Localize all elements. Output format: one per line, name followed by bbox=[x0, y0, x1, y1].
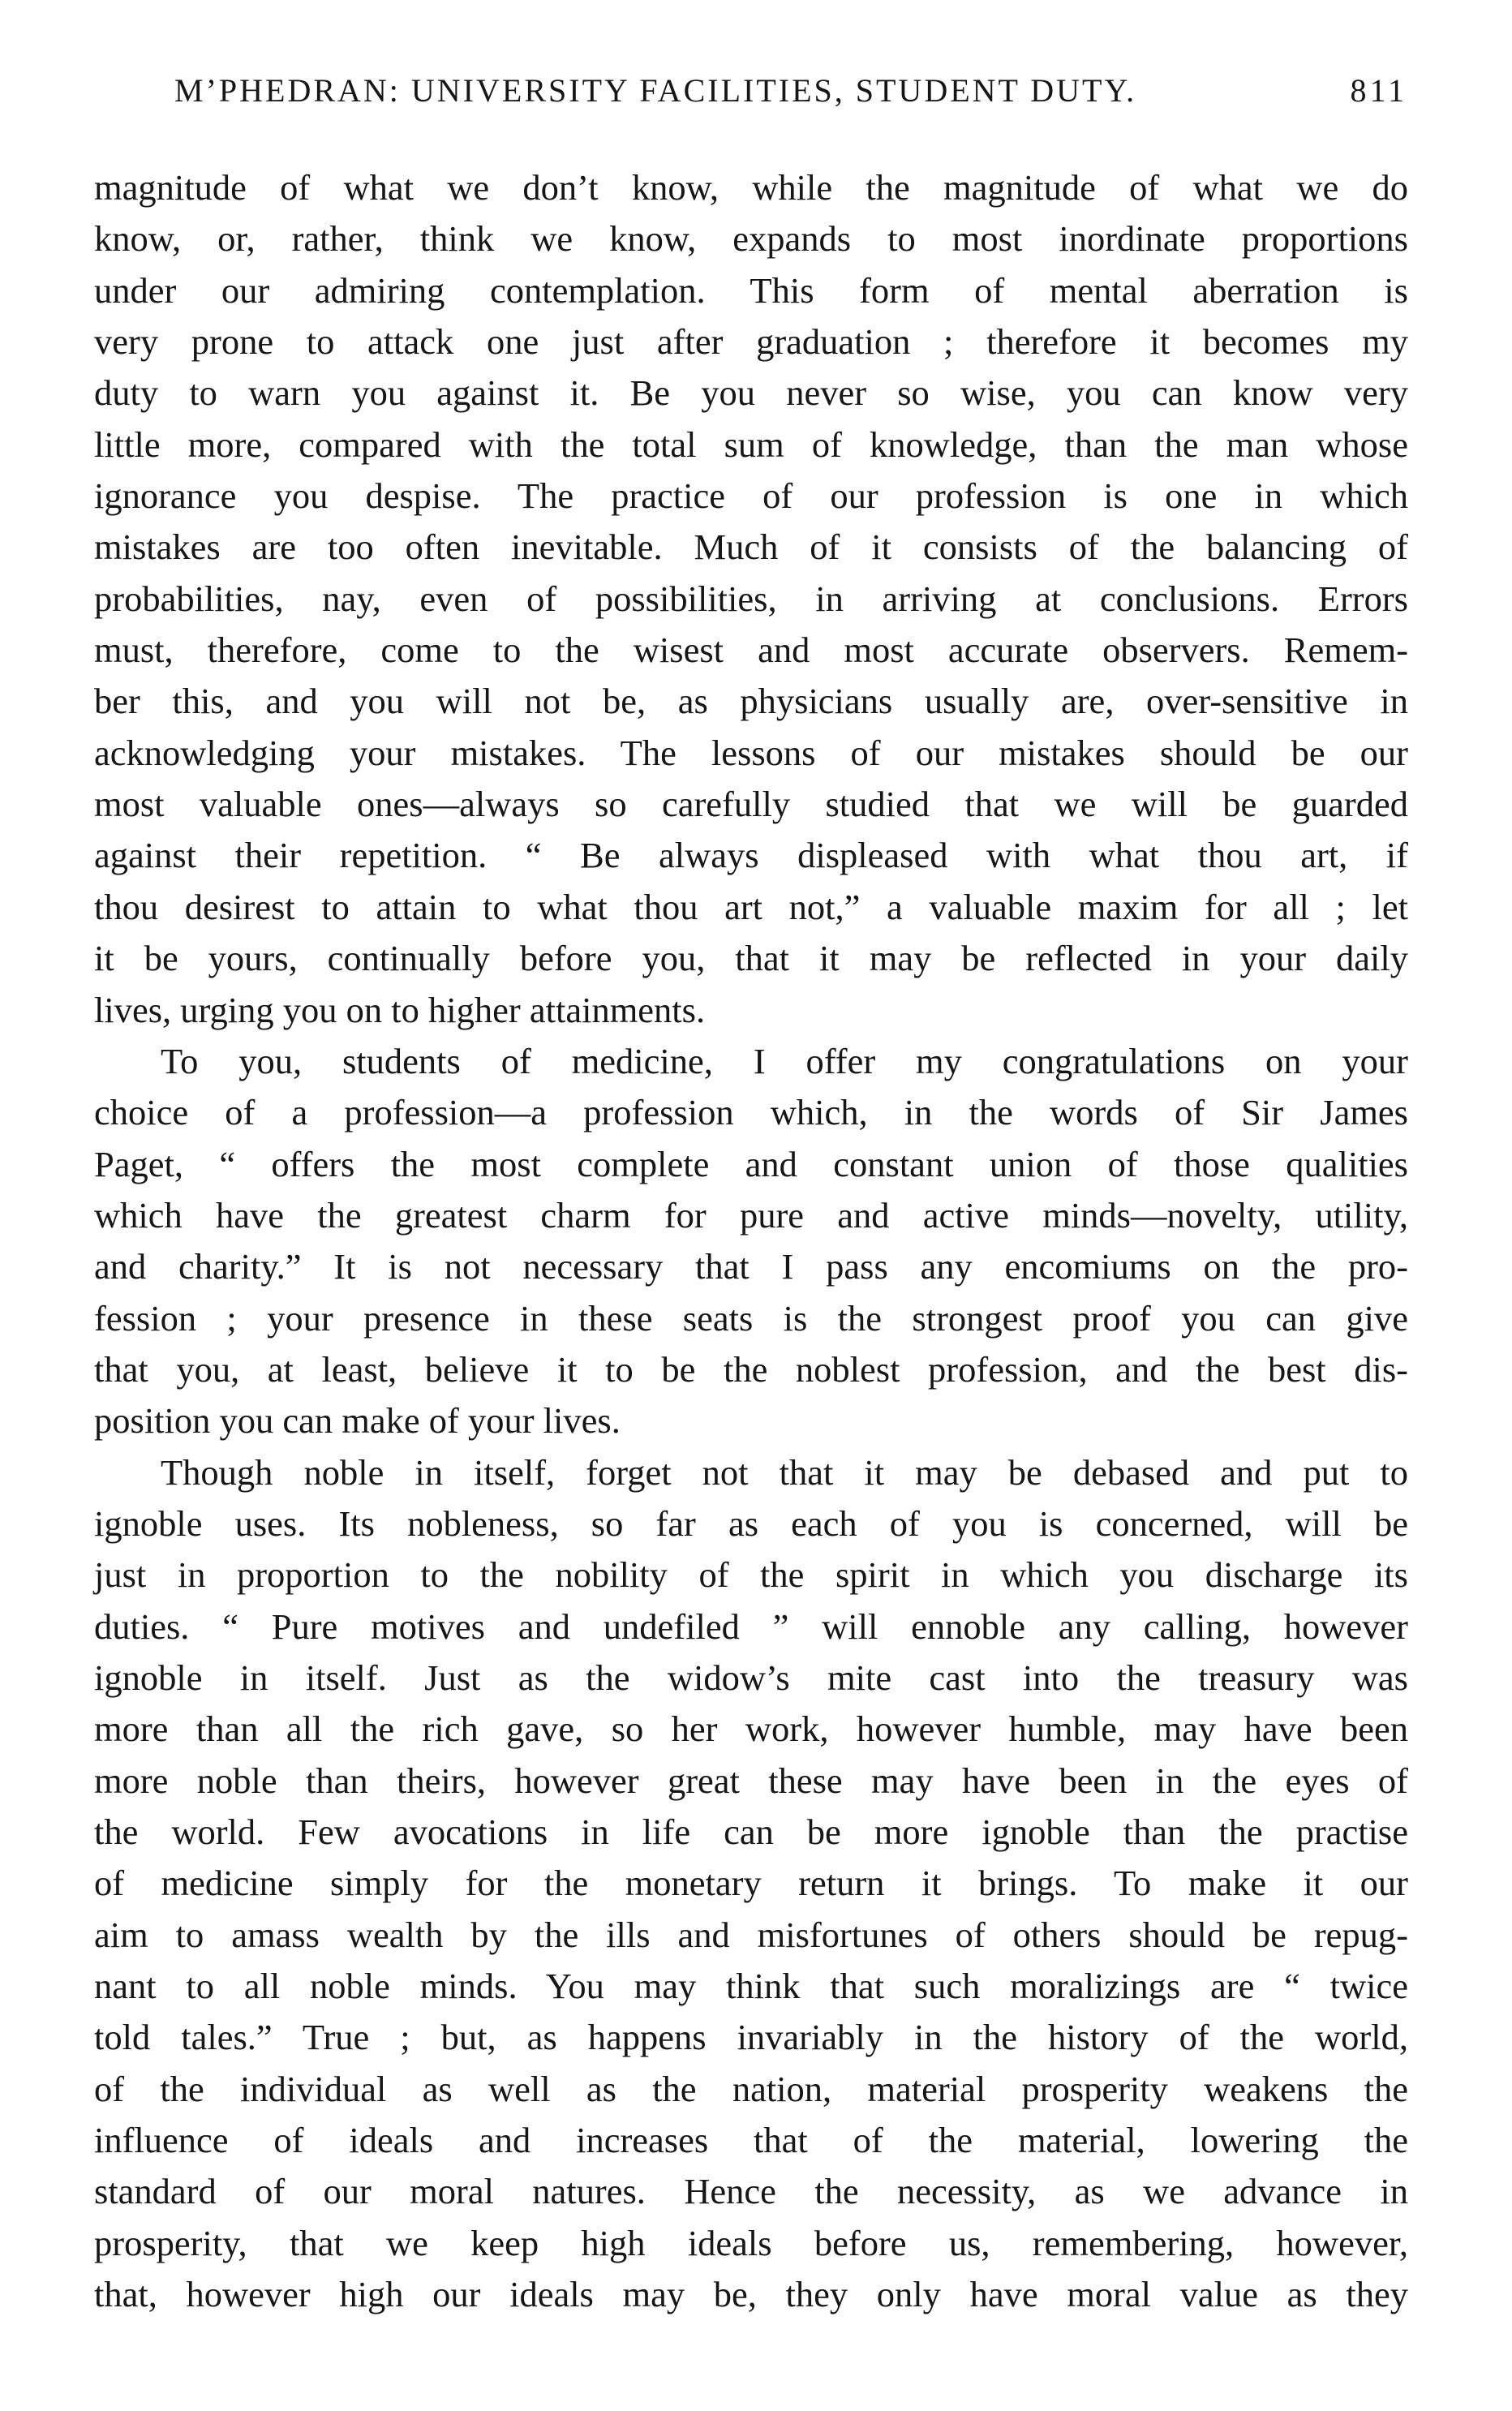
text-line: Though noble in itself, forget not that it may be debased and put to bbox=[161, 1451, 1408, 1493]
text-line: ignoble in itself. Just as the widow’s mite cast into the treasury was bbox=[94, 1657, 1408, 1698]
text-line: position you can make of your lives. bbox=[94, 1400, 621, 1442]
text-line: which have the greatest charm for pure and active minds—novelty, utility, bbox=[94, 1194, 1408, 1236]
paragraph-3 bbox=[94, 1447, 1408, 2321]
text-line: and charity.” It is not necessary that I pass any encomiums on the pro- bbox=[94, 1246, 1408, 1287]
text-line: know, or, rather, think we know, expands to most inordinate proportions bbox=[94, 218, 1408, 260]
text-line: probabilities, nay, even of possibilities, in arriving at conclusions. Errors bbox=[94, 578, 1408, 619]
text-line: ignoble uses. Its nobleness, so far as each of you is concerned, will be bbox=[94, 1502, 1408, 1544]
text-line: most valuable ones—always so carefully studied that we will be guarded bbox=[94, 784, 1408, 825]
text-line: of medicine simply for the monetary return it brings. To make it our bbox=[94, 1863, 1408, 1904]
text-line: acknowledging your mistakes. The lessons of our mistakes should be our bbox=[94, 732, 1408, 773]
text-line: fession ; your presence in these seats is the strongest proof you can give bbox=[94, 1297, 1408, 1339]
text-line: that, however high our ideals may be, they only have moral value as they bbox=[94, 2274, 1408, 2315]
body-text bbox=[94, 162, 1408, 2320]
text-line: it be yours, continually before you, that it may be reflected in your daily bbox=[94, 938, 1408, 979]
text-line: little more, compared with the total sum of knowledge, than the man whose bbox=[94, 423, 1408, 465]
text-line: ignorance you despise. The practice of our profession is one in which bbox=[94, 475, 1408, 517]
text-line: thou desirest to attain to what thou art not,” a valuable maxim for all ; let bbox=[94, 886, 1408, 927]
text-line: standard of our moral natures. Hence the necessity, as we advance in bbox=[94, 2171, 1408, 2212]
text-line: choice of a profession—a profession which, in the words of Sir James bbox=[94, 1092, 1408, 1133]
page-number: 811 bbox=[1350, 72, 1407, 109]
text-line: just in proportion to the nobility of the spirit in which you discharge its bbox=[94, 1554, 1408, 1596]
text-line: of the individual as well as the nation, material prosperity weakens the bbox=[94, 2068, 1408, 2109]
text-line: must, therefore, come to the wisest and most accurate observers. Remem- bbox=[94, 630, 1408, 671]
running-header bbox=[174, 71, 1407, 120]
text-line: Paget, “ offers the most complete and constant union of those qualities bbox=[94, 1143, 1408, 1184]
text-line: under our admiring contemplation. This form of mental aberration is bbox=[94, 269, 1408, 311]
text-line: influence of ideals and increases that of the material, lowering the bbox=[94, 2120, 1408, 2161]
text-line: aim to amass wealth by the ills and misfortunes of others should be repug- bbox=[94, 1914, 1408, 1955]
text-line: nant to all noble minds. You may think that such moralizings are “ twice bbox=[94, 1966, 1408, 2007]
text-line: the world. Few avocations in life can be more ignoble than the practise bbox=[94, 1811, 1408, 1852]
text-line: that you, at least, believe it to be the noblest profession, and the best dis- bbox=[94, 1348, 1408, 1390]
text-line: lives, urging you on to higher attainments. bbox=[94, 989, 706, 1030]
text-line: more noble than theirs, however great these may have been in the eyes of bbox=[94, 1760, 1408, 1801]
text-line: against their repetition. “ Be always displeased with what thou art, if bbox=[94, 835, 1408, 876]
text-line: magnitude of what we don’t know, while the magnitude of what we do bbox=[94, 167, 1408, 208]
paragraph-2 bbox=[94, 1036, 1408, 1447]
running-title: M’PHEDRAN: UNIVERSITY FACILITIES, STUDENT DUTY. bbox=[174, 72, 1137, 109]
text-line: duty to warn you against it. Be you never so wise, you can know very bbox=[94, 372, 1408, 414]
text-line: prosperity, that we keep high ideals before us, remembering, however, bbox=[94, 2222, 1408, 2263]
text-line: more than all the rich gave, so her work, however humble, may have been bbox=[94, 1708, 1408, 1750]
text-line: To you, students of medicine, I offer my congratulations on your bbox=[161, 1040, 1408, 1081]
paragraph-1 bbox=[94, 162, 1408, 1036]
text-line: ber this, and you will not be, as physicians usually are, over-sensitive in bbox=[94, 681, 1408, 722]
text-line: mistakes are too often inevitable. Much of it consists of the balancing of bbox=[94, 526, 1408, 568]
text-line: very prone to attack one just after graduation ; therefore it becomes my bbox=[94, 321, 1408, 363]
text-line: duties. “ Pure motives and undefiled ” will ennoble any calling, however bbox=[94, 1605, 1408, 1647]
text-line: told tales.” True ; but, as happens invariably in the history of the world, bbox=[94, 2017, 1408, 2058]
